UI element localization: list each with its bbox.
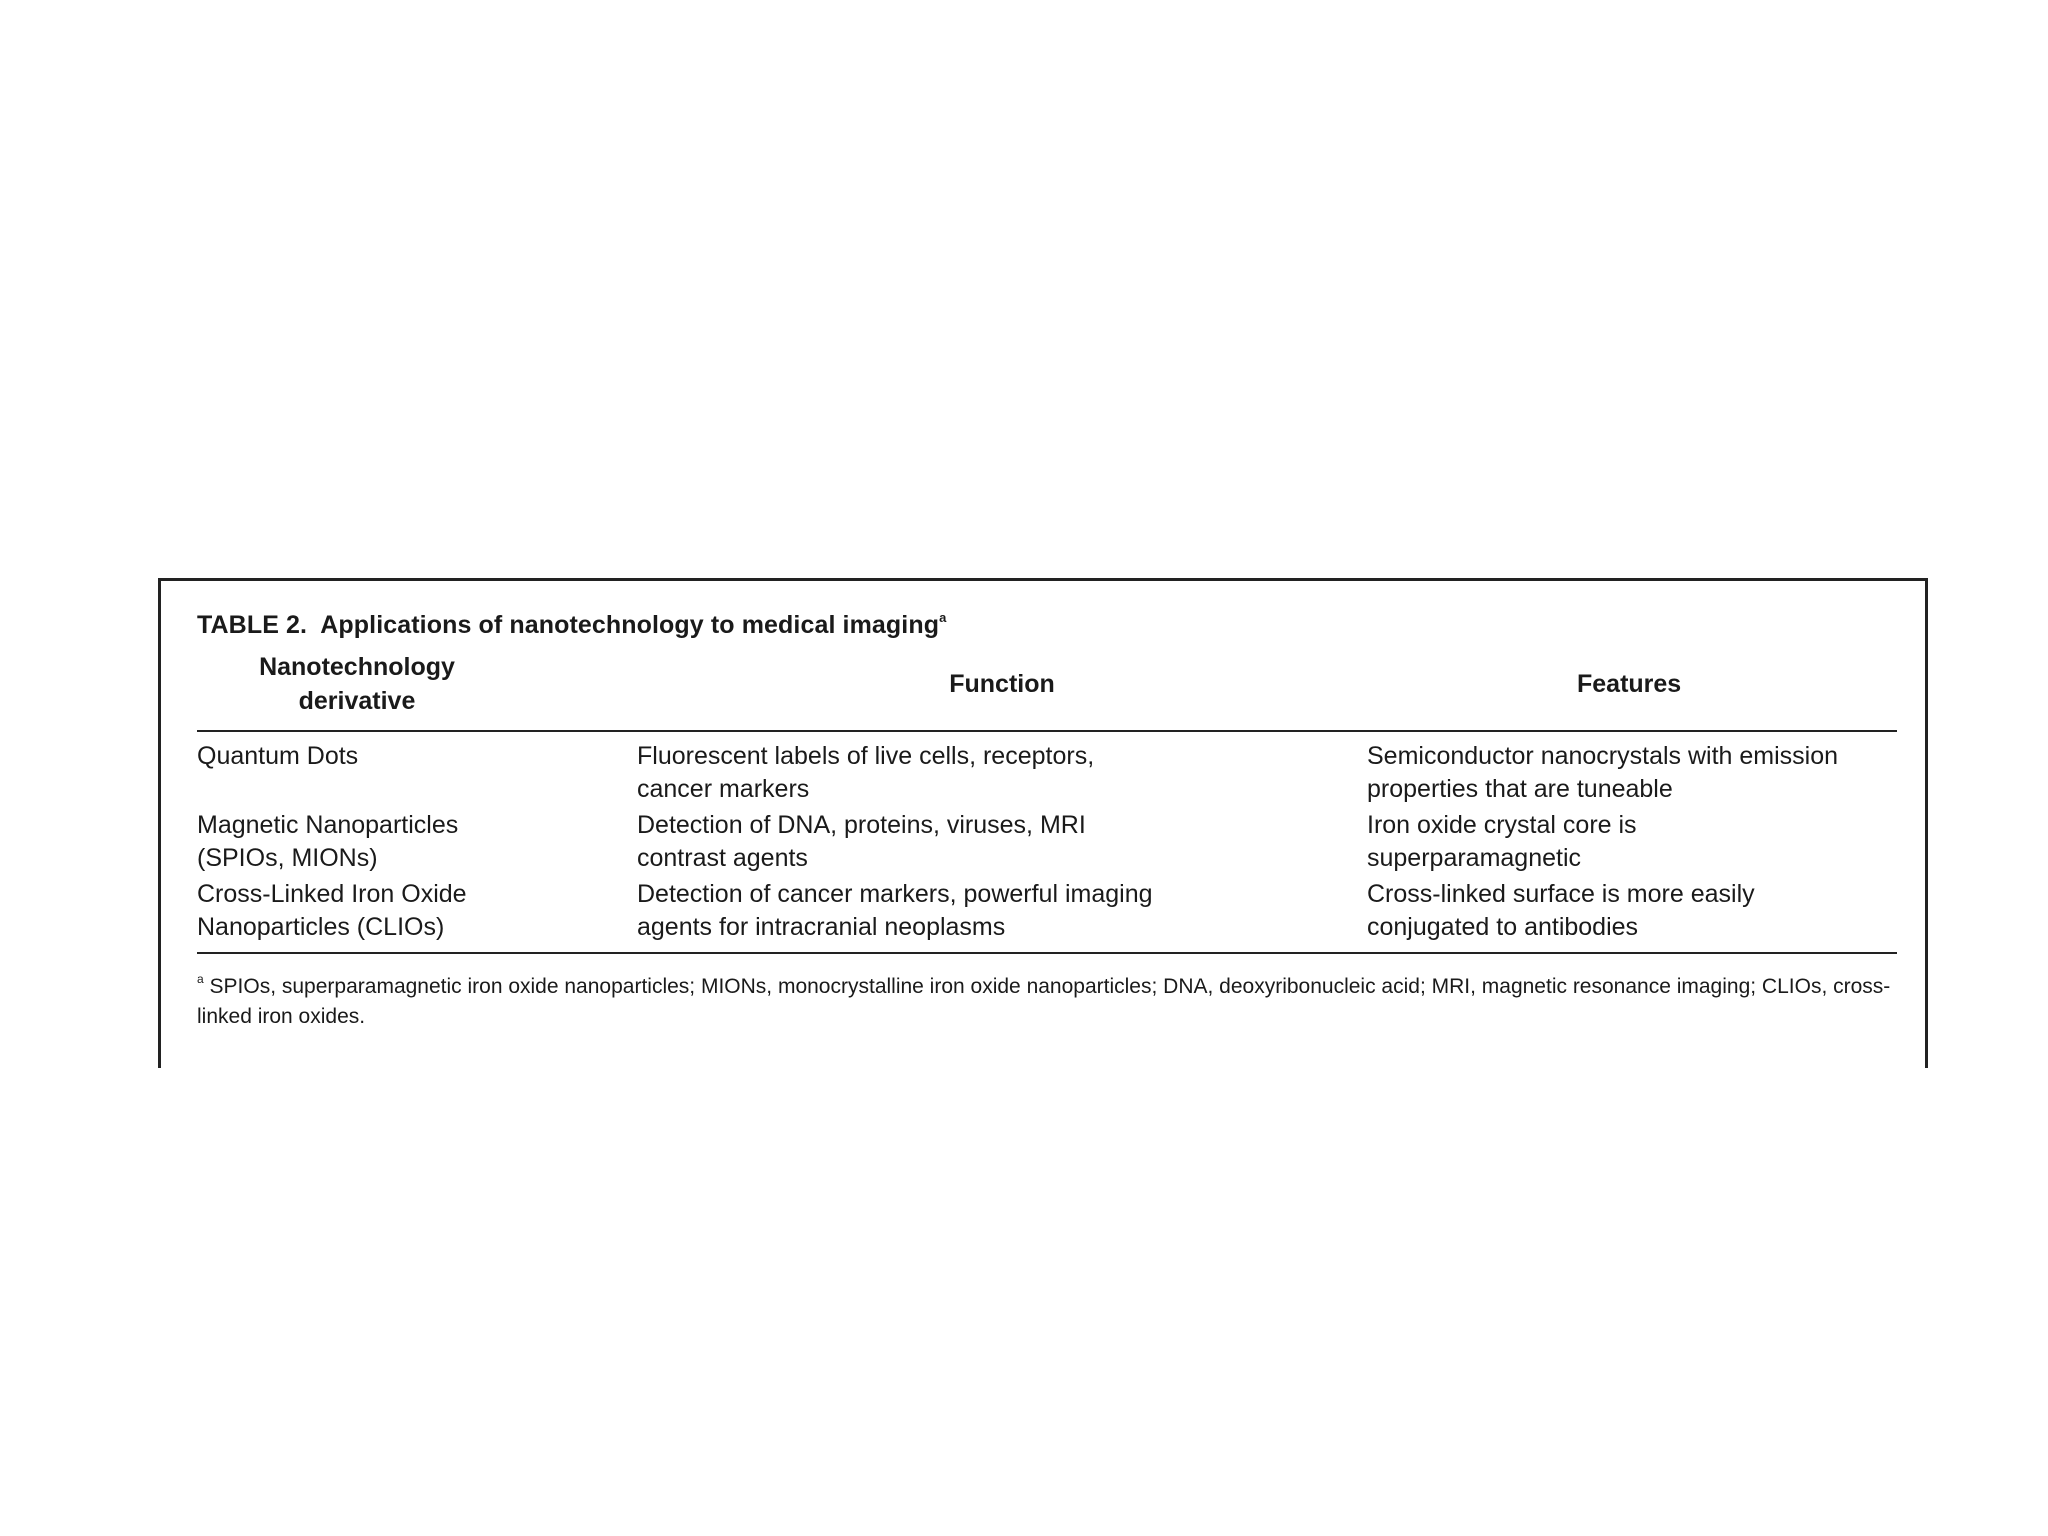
cell-line: agents for intracranial neoplasms bbox=[637, 913, 1006, 941]
cell-derivative bbox=[197, 878, 637, 953]
table-row bbox=[197, 878, 1897, 953]
cell-line: Nanoparticles (CLIOs) bbox=[197, 913, 445, 941]
cell-features bbox=[1367, 731, 1897, 809]
cell-line: contrast agents bbox=[637, 844, 808, 872]
cell-line: Semiconductor nanocrystals with emission bbox=[1367, 742, 1839, 770]
cell-line: Iron oxide crystal core is bbox=[1367, 811, 1637, 839]
cell-features bbox=[1367, 878, 1897, 953]
cell-line: Cross-Linked Iron Oxide bbox=[197, 880, 467, 908]
cell-function bbox=[637, 731, 1367, 809]
caption-label: TABLE 2. bbox=[197, 611, 308, 639]
table-frame bbox=[158, 578, 1928, 1068]
table-row bbox=[197, 809, 1897, 878]
column-header-function: Function bbox=[637, 650, 1367, 731]
caption-footnote-marker: a bbox=[939, 609, 947, 625]
cell-line: Cross-linked surface is more easily bbox=[1367, 880, 1755, 908]
cell-line: (SPIOs, MIONs) bbox=[197, 844, 378, 872]
header-line: derivative bbox=[298, 687, 416, 715]
cell-line: Fluorescent labels of live cells, receptors, bbox=[637, 742, 1095, 770]
cell-line: properties that are tuneable bbox=[1367, 775, 1673, 803]
table-footnote bbox=[197, 966, 1897, 1032]
cell-line: Magnetic Nanoparticles bbox=[197, 811, 459, 839]
header-line: Nanotechnology bbox=[259, 653, 455, 681]
cell-line: Detection of DNA, proteins, viruses, MRI bbox=[637, 811, 1086, 839]
cell-function bbox=[637, 809, 1367, 878]
cell-line: superparamagnetic bbox=[1367, 844, 1582, 872]
cell-function bbox=[637, 878, 1367, 953]
cell-line: cancer markers bbox=[637, 775, 810, 803]
table-caption bbox=[197, 611, 1897, 640]
data-table bbox=[197, 650, 1897, 954]
cell-line: conjugated to antibodies bbox=[1367, 913, 1639, 941]
cell-line: Quantum Dots bbox=[197, 742, 359, 770]
header-row bbox=[197, 650, 1897, 731]
table-container bbox=[197, 611, 1897, 1032]
cell-derivative bbox=[197, 809, 637, 878]
column-header-derivative bbox=[197, 650, 637, 731]
cell-derivative bbox=[197, 731, 637, 809]
footnote-marker: a bbox=[197, 972, 204, 986]
footnote-text: SPIOs, superparamagnetic iron oxide nanoparticles; MIONs, monocrystalline iron oxide nanoparticles; DNA, deoxyribonucleic acid; MRI, magnetic resonance imaging; CLIOs, cross-linked iron oxides. bbox=[197, 975, 1891, 1028]
cell-line: Detection of cancer markers, powerful imaging bbox=[637, 880, 1153, 908]
cell-features bbox=[1367, 809, 1897, 878]
caption-text: Applications of nanotechnology to medical imaging bbox=[320, 611, 940, 639]
column-header-features: Features bbox=[1367, 650, 1897, 731]
table-row bbox=[197, 731, 1897, 809]
